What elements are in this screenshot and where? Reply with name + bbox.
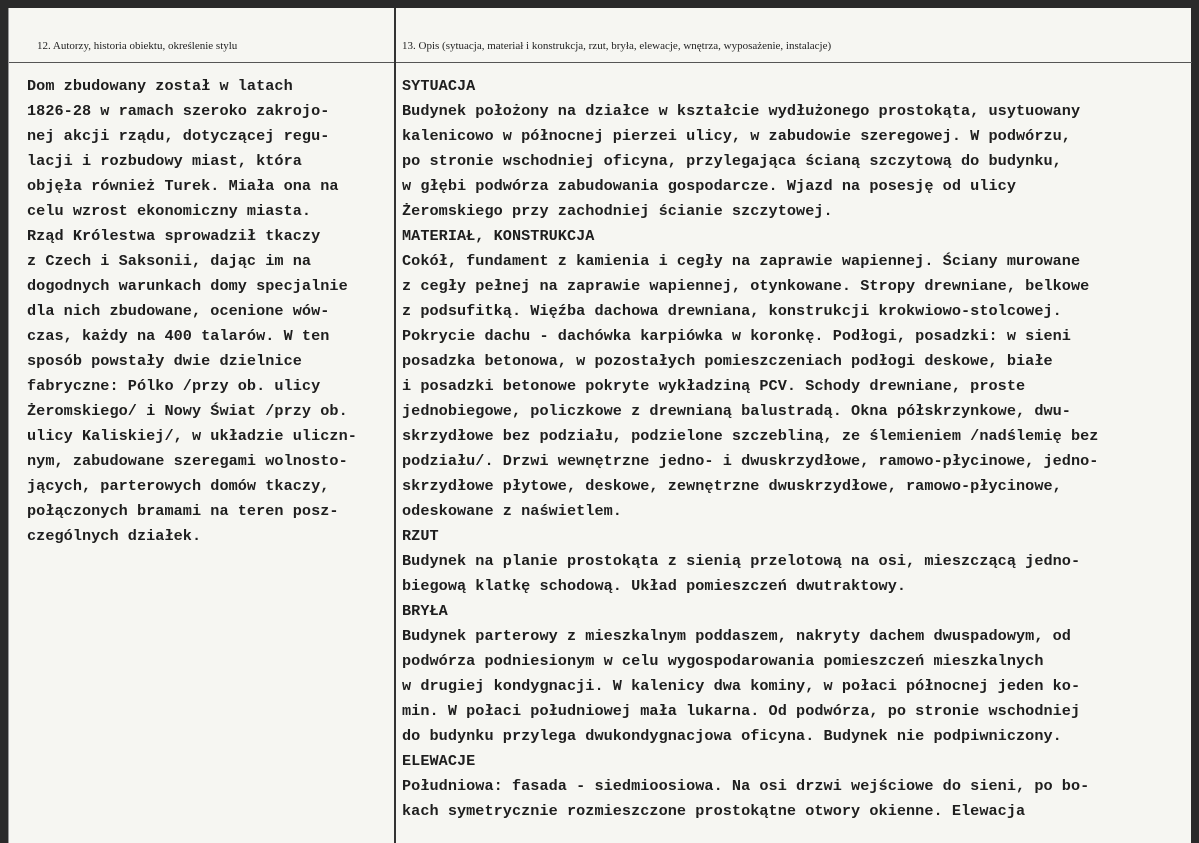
- description-text-line: biegową klatkę schodową. Układ pomieszczeń dwutraktowy.: [402, 577, 907, 595]
- history-text-line: fabryczne: Pólko /przy ob. ulicy: [27, 377, 321, 395]
- history-text-line: celu wzrost ekonomiczny miasta.: [27, 202, 312, 220]
- description-text-line: podwórza podniesionym w celu wygospodarowania pomieszczeń mieszkalnych: [402, 652, 1044, 670]
- description-text-line: jednobiegowe, policzkowe z drewnianą balustradą. Okna półskrzynkowe, dwu-: [402, 402, 1071, 420]
- description-text-line: w głębi podwórza zabudowania gospodarcze. Wjazd na posesję od ulicy: [402, 177, 1016, 195]
- history-text-column: [27, 74, 389, 549]
- description-text-line: MATERIAŁ, KONSTRUKCJA: [402, 227, 595, 245]
- document-card: [8, 8, 1191, 843]
- history-text-line: z Czech i Saksonii, dając im na: [27, 252, 312, 270]
- description-text-line: i posadzki betonowe pokryte wykładziną PCV. Schody drewniane, proste: [402, 377, 1026, 395]
- description-text-line: w drugiej kondygnacji. W kalenicy dwa kominy, w połaci północnej jeden ko-: [402, 677, 1081, 695]
- description-text-line: skrzydłowe płytowe, deskowe, zewnętrzne dwuskrzydłowe, ramowo-płycinowe,: [402, 477, 1062, 495]
- right-column-header: 13. Opis (sytuacja, materiał i konstrukcja, rzut, bryła, elewacje, wnętrza, wyposażenie, instalacje): [402, 40, 832, 52]
- column-divider: [394, 8, 396, 843]
- history-text-line: Rząd Królestwa sprowadził tkaczy: [27, 227, 321, 245]
- history-text-line: połączonych bramami na teren posz-: [27, 502, 339, 520]
- description-text-line: z cegły pełnej na zaprawie wapiennej, otynkowane. Stropy drewniane, belkowe: [402, 277, 1090, 295]
- description-text-line: kach symetrycznie rozmieszczone prostokątne otwory okienne. Elewacja: [402, 802, 1026, 820]
- description-text-line: Cokół, fundament z kamienia i cegły na zaprawie wapiennej. Ściany murowane: [402, 252, 1081, 270]
- description-text-line: Pokrycie dachu - dachówka karpiówka w koronkę. Podłogi, posadzki: w sieni: [402, 327, 1071, 345]
- description-text-line: Żeromskiego przy zachodniej ścianie szczytowej.: [402, 202, 833, 220]
- history-text-line: dogodnych warunkach domy specjalnie: [27, 277, 348, 295]
- description-text-line: Południowa: fasada - siedmioosiowa. Na osi drzwi wejściowe do sieni, po bo-: [402, 777, 1090, 795]
- description-text-line: kalenicowo w północnej pierzei ulicy, w zabudowie szeregowej. W podwórzu,: [402, 127, 1071, 145]
- description-text-line: SYTUACJA: [402, 77, 476, 95]
- description-text-line: odeskowane z naświetlem.: [402, 502, 622, 520]
- history-text-line: czas, każdy na 400 talarów. W ten: [27, 327, 330, 345]
- history-text-line: jących, parterowych domów tkaczy,: [27, 477, 330, 495]
- history-text-line: lacji i rozbudowy miast, która: [27, 152, 302, 170]
- description-text-line: BRYŁA: [402, 602, 448, 620]
- description-text-line: Budynek położony na działce w kształcie wydłużonego prostokąta, usytuowany: [402, 102, 1081, 120]
- history-text-line: ulicy Kaliskiej/, w układzie uliczn-: [27, 427, 357, 445]
- description-text-line: z podsufitką. Więźba dachowa drewniana, konstrukcji krokwiowo-stolcowej.: [402, 302, 1062, 320]
- right-header-rule: [396, 62, 1192, 63]
- description-text-line: do budynku przylega dwukondygnacjowa oficyna. Budynek nie podpiwniczony.: [402, 727, 1062, 745]
- description-text-line: Budynek na planie prostokąta z sienią przelotową na osi, mieszczącą jedno-: [402, 552, 1081, 570]
- history-text-line: nym, zabudowane szeregami wolnosto-: [27, 452, 348, 470]
- left-header-rule: [9, 62, 394, 63]
- description-text-line: RZUT: [402, 527, 439, 545]
- left-column-header: 12. Autorzy, historia obiektu, określenie stylu: [37, 40, 238, 52]
- description-text-column: [402, 74, 1188, 824]
- description-text-line: skrzydłowe bez podziału, podzielone szczebliną, ze ślemieniem /nadślemię bez: [402, 427, 1099, 445]
- history-text-line: objęła również Turek. Miała ona na: [27, 177, 339, 195]
- history-text-line: Dom zbudowany został w latach: [27, 77, 293, 95]
- description-text-line: posadzka betonowa, w pozostałych pomieszczeniach podłogi deskowe, białe: [402, 352, 1053, 370]
- history-text-line: sposób powstały dwie dzielnice: [27, 352, 302, 370]
- history-text-line: 1826-28 w ramach szeroko zakrojo-: [27, 102, 330, 120]
- history-text-line: dla nich zbudowane, ocenione wów-: [27, 302, 330, 320]
- history-text-line: nej akcji rządu, dotyczącej regu-: [27, 127, 330, 145]
- description-text-line: po stronie wschodniej oficyna, przylegająca ścianą szczytową do budynku,: [402, 152, 1062, 170]
- description-text-line: Budynek parterowy z mieszkalnym poddaszem, nakryty dachem dwuspadowym, od: [402, 627, 1071, 645]
- description-text-line: min. W połaci południowej mała lukarna. Od podwórza, po stronie wschodniej: [402, 702, 1081, 720]
- description-text-line: ELEWACJE: [402, 752, 476, 770]
- description-text-line: podziału/. Drzwi wewnętrzne jedno- i dwuskrzydłowe, ramowo-płycinowe, jedno-: [402, 452, 1099, 470]
- history-text-line: czególnych działek.: [27, 527, 202, 545]
- history-text-line: Żeromskiego/ i Nowy Świat /przy ob.: [27, 402, 348, 420]
